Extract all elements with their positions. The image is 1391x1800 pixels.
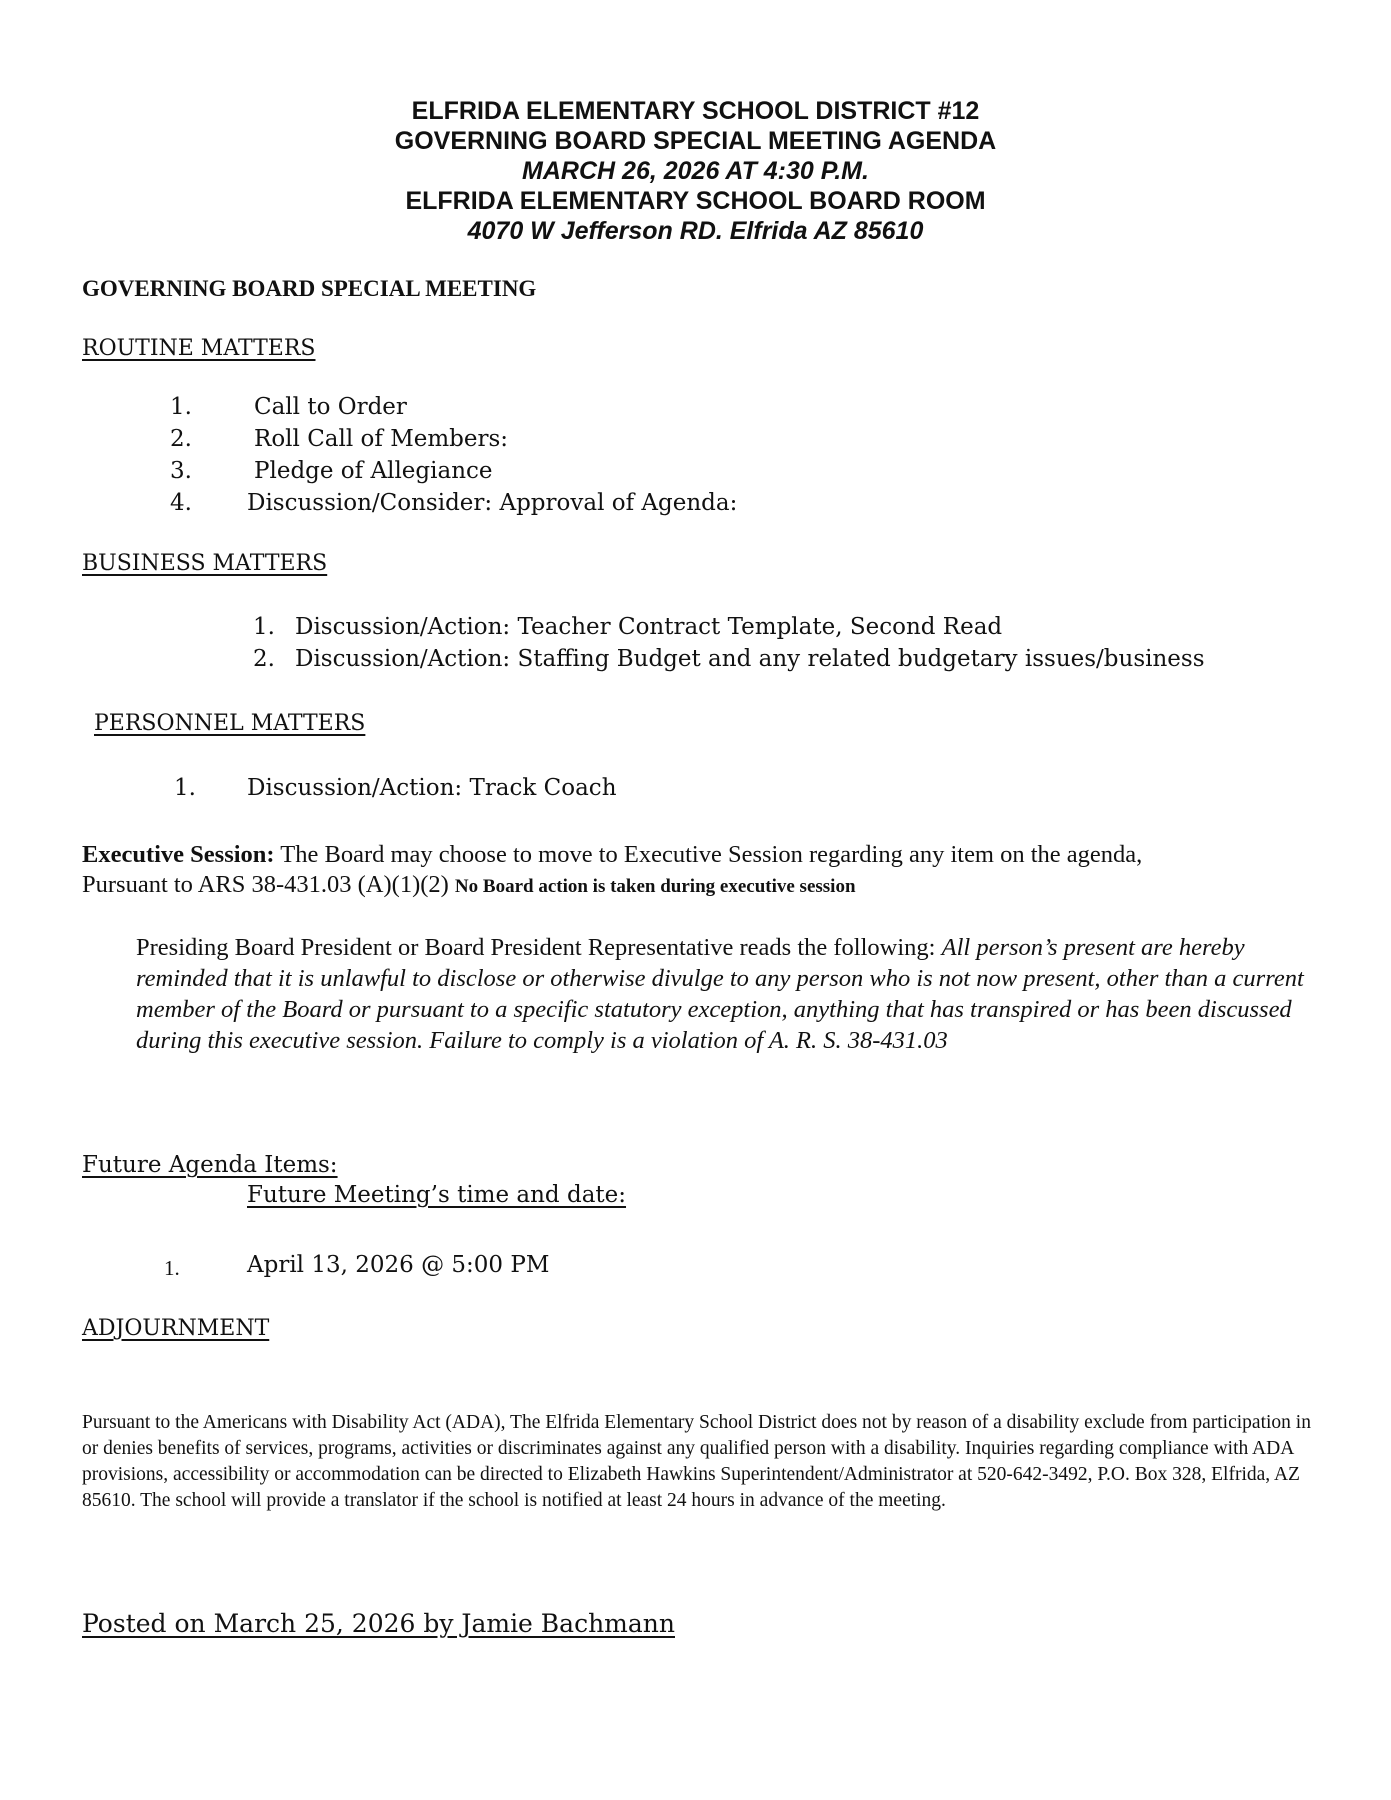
business-item-number: 2. xyxy=(253,646,275,672)
executive-session-text: The Board may choose to move to Executive Session regarding any item on the agenda, xyxy=(274,841,1143,868)
business-item-number: 1. xyxy=(253,614,275,640)
ada-notice: Pursuant to the Americans with Disability Act (ADA), The Elfrida Elementary School District does not by reason of a disability exclude from participation in or denies benefits of services, programs, activities or discriminates against any qualified person with a disability. Inquiries regarding compliance with ADA provisions, accessibility or accommodation can be directed to Elizabeth Hawkins Superintendent/Administrator at 520-642-3492, P.O. Box 328, Elfrida, AZ 85610. The school will provide a translator if the school is notified at least 24 hours in advance of the meeting. xyxy=(82,1412,1311,1511)
routine-item: Pledge of Allegiance xyxy=(254,458,493,484)
executive-session-label: Executive Session: xyxy=(82,841,275,868)
executive-reading-statement: All person’s present are hereby reminded that it is unlawful to disclose or otherwise divulge to any person who is not now present, other than a current member of the Board or pursuant to a specific statutory exception, anything that has transpired or has been discussed during this executive session. Failure to comply is a violation of A. R. S. 38-431.03 xyxy=(136,934,1304,1054)
routine-item: Discussion/Consider: Approval of Agenda: xyxy=(247,490,738,516)
routine-item-number: 1. xyxy=(170,394,192,420)
business-item: Discussion/Action: Teacher Contract Template, Second Read xyxy=(295,614,1003,640)
future-agenda-heading: Future Agenda Items: xyxy=(82,1152,338,1178)
meeting-title: GOVERNING BOARD SPECIAL MEETING xyxy=(82,276,537,301)
routine-item: Roll Call of Members: xyxy=(254,426,509,452)
executive-session-note: No Board action is taken during executive session xyxy=(454,876,856,897)
future-item-number: 1. xyxy=(164,1256,180,1280)
personnel-matters-heading: PERSONNEL MATTERS xyxy=(94,711,366,736)
agenda-title: GOVERNING BOARD SPECIAL MEETING AGENDA xyxy=(394,127,997,155)
adjournment-heading: ADJOURNMENT xyxy=(82,1316,270,1341)
future-meeting-date: April 13, 2026 @ 5:00 PM xyxy=(247,1252,550,1278)
executive-reading xyxy=(136,932,1316,1056)
posted-by: Posted on March 25, 2026 by Jamie Bachmann xyxy=(82,1609,675,1638)
routine-item-number: 4. xyxy=(170,490,192,516)
executive-reading-intro: Presiding Board President or Board President Representative reads the following: xyxy=(136,934,942,961)
executive-session-line2 xyxy=(82,871,856,899)
personnel-item-number: 1. xyxy=(174,775,196,801)
routine-matters-heading: ROUTINE MATTERS xyxy=(82,336,316,361)
personnel-item: Discussion/Action: Track Coach xyxy=(247,775,617,801)
business-matters-heading: BUSINESS MATTERS xyxy=(82,551,328,576)
future-meeting-subheading: Future Meeting’s time and date: xyxy=(247,1182,627,1208)
routine-item-number: 3. xyxy=(170,458,192,484)
meeting-address: 4070 W Jefferson RD. Elfrida AZ 85610 xyxy=(467,217,924,245)
district-name: ELFRIDA ELEMENTARY SCHOOL DISTRICT #12 xyxy=(411,97,980,125)
meeting-date: MARCH 26, 2026 AT 4:30 P.M. xyxy=(522,157,869,185)
routine-item: Call to Order xyxy=(254,394,407,420)
business-item: Discussion/Action: Staffing Budget and any related budgetary issues/business xyxy=(295,646,1205,672)
executive-session-line1 xyxy=(82,841,1142,869)
routine-item-number: 2. xyxy=(170,426,192,452)
executive-session-statute: Pursuant to ARS 38-431.03 (A)(1)(2) xyxy=(82,871,455,898)
meeting-location: ELFRIDA ELEMENTARY SCHOOL BOARD ROOM xyxy=(405,187,986,215)
